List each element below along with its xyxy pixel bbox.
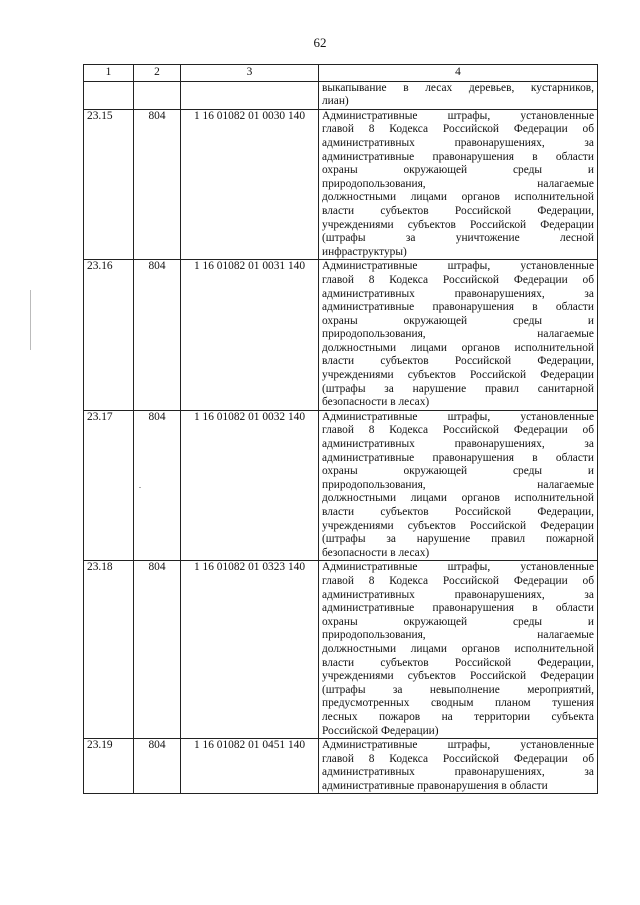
description-line: учреждениями субъектов Российской Федерации xyxy=(322,369,594,382)
description-line: (штрафы за невыполнение мероприятий, xyxy=(322,683,594,696)
description-line: административные правонарушения в области xyxy=(322,451,594,464)
table-row xyxy=(84,410,598,561)
kbk-code-cell: 1 16 01082 01 0451 140 xyxy=(181,739,319,794)
kbk-code-cell: 1 16 01082 01 0031 140 xyxy=(181,260,319,411)
row-number-cell xyxy=(84,81,134,109)
description-line: административные правонарушения в области xyxy=(322,779,548,792)
description-line: административных правонарушениях, за xyxy=(322,588,594,601)
description-line: (штрафы за нарушение правил пожарной xyxy=(322,533,594,546)
description-line: должностными лицами органов исполнительной xyxy=(322,642,594,655)
description-line: охраны окружающей среды и xyxy=(322,465,594,478)
description-line: власти субъектов Российской Федерации, xyxy=(322,355,594,368)
admin-code-cell: 804 xyxy=(134,109,181,260)
column-header-1: 1 xyxy=(84,65,134,82)
description-line: должностными лицами органов исполнительной xyxy=(322,492,594,505)
page-number: 62 xyxy=(313,35,327,50)
admin-code-cell: 804 xyxy=(134,739,181,794)
description-line: главой 8 Кодекса Российской Федерации об xyxy=(322,123,594,136)
description-line: должностными лицами органов исполнительной xyxy=(322,191,594,204)
admin-code-cell: 804 xyxy=(134,260,181,411)
kbk-code-cell xyxy=(181,81,319,109)
description-line: Российской Федерации) xyxy=(322,724,439,737)
description-line: природопользования, налагаемые xyxy=(322,177,594,190)
description-line: главой 8 Кодекса Российской Федерации об xyxy=(322,273,594,286)
description-cell xyxy=(319,561,598,739)
description-line: административных правонарушениях, за xyxy=(322,766,594,779)
description-line: должностными лицами органов исполнительной xyxy=(322,341,594,354)
description-line: Административные штрафы, установленные xyxy=(322,109,594,122)
admin-code-cell: 804 xyxy=(134,410,181,561)
description-line: учреждениями субъектов Российской Федерации xyxy=(322,670,594,683)
description-line: природопользования, налагаемые xyxy=(322,629,594,642)
table-row xyxy=(84,260,598,411)
description-line: учреждениями субъектов Российской Федерации xyxy=(322,519,594,532)
description-line: охраны окружающей среды и xyxy=(322,164,594,177)
description-line: лиан) xyxy=(322,95,349,108)
description-line: власти субъектов Российской Федерации, xyxy=(322,204,594,217)
description-line: главой 8 Кодекса Российской Федерации об xyxy=(322,424,594,437)
description-line: административных правонарушениях, за xyxy=(322,438,594,451)
description-line: Административные штрафы, установленные xyxy=(322,561,594,574)
description-line: административные правонарушения в области xyxy=(322,301,594,314)
description-line: Административные штрафы, установленные xyxy=(322,739,594,752)
description-line: административных правонарушениях, за xyxy=(322,136,594,149)
description-cell xyxy=(319,81,598,109)
row-number-cell: 23.18 xyxy=(84,561,134,739)
description-line: природопользования, налагаемые xyxy=(322,478,594,491)
description-cell xyxy=(319,109,598,260)
description-cell xyxy=(319,739,598,794)
kbk-code-cell: 1 16 01082 01 0032 140 xyxy=(181,410,319,561)
kbk-code-cell: 1 16 01082 01 0030 140 xyxy=(181,109,319,260)
column-header-4: 4 xyxy=(319,65,598,82)
description-line: (штрафы за уничтожение лесной xyxy=(322,232,594,245)
row-number-cell: 23.15 xyxy=(84,109,134,260)
description-line: власти субъектов Российской Федерации, xyxy=(322,506,594,518)
description-line: безопасности в лесах) xyxy=(322,396,430,409)
description-line: административные правонарушения в области xyxy=(322,150,594,163)
row-number-cell: 23.16 xyxy=(84,260,134,411)
budget-classification-table xyxy=(83,64,598,794)
description-line: (штрафы за нарушение правил санитарной xyxy=(322,382,594,395)
row-number-cell: 23.19 xyxy=(84,739,134,794)
description-line: власти субъектов Российской Федерации, xyxy=(322,656,594,669)
column-header-2: 2 xyxy=(134,65,181,82)
table-row xyxy=(84,739,598,794)
description-line: охраны окружающей среды и xyxy=(322,615,594,628)
description-line: учреждениями субъектов Российской Федерации xyxy=(322,218,594,231)
description-line: безопасности в лесах) xyxy=(322,546,430,559)
description-line: административные правонарушения в области xyxy=(322,602,594,615)
table-header-row xyxy=(84,65,598,82)
table-row xyxy=(84,81,598,109)
table-row xyxy=(84,109,598,260)
description-line: Административные штрафы, установленные xyxy=(322,410,594,423)
description-cell xyxy=(319,410,598,561)
description-line: выкапывание в лесах деревьев, кустарников, xyxy=(322,81,594,94)
row-number-cell: 23.17 xyxy=(84,410,134,561)
description-line: Административные штрафы, установленные xyxy=(322,260,594,273)
scan-margin-mark xyxy=(30,290,31,350)
description-line: административных правонарушениях, за xyxy=(322,287,594,300)
description-line: инфраструктуры) xyxy=(322,245,407,258)
description-cell xyxy=(319,260,598,411)
description-line: охраны окружающей среды и xyxy=(322,314,594,327)
description-line: предусмотренных сводным планом тушения xyxy=(322,697,594,710)
admin-code-cell xyxy=(134,81,181,109)
description-line: лесных пожаров на территории субъекта xyxy=(322,710,594,723)
kbk-code-cell: 1 16 01082 01 0323 140 xyxy=(181,561,319,739)
description-line: главой 8 Кодекса Российской Федерации об xyxy=(322,574,594,587)
description-line: природопользования, налагаемые xyxy=(322,328,594,341)
description-line: главой 8 Кодекса Российской Федерации об xyxy=(322,752,594,765)
admin-code-cell: 804 xyxy=(134,561,181,739)
table-row xyxy=(84,561,598,739)
column-header-3: 3 xyxy=(181,65,319,82)
